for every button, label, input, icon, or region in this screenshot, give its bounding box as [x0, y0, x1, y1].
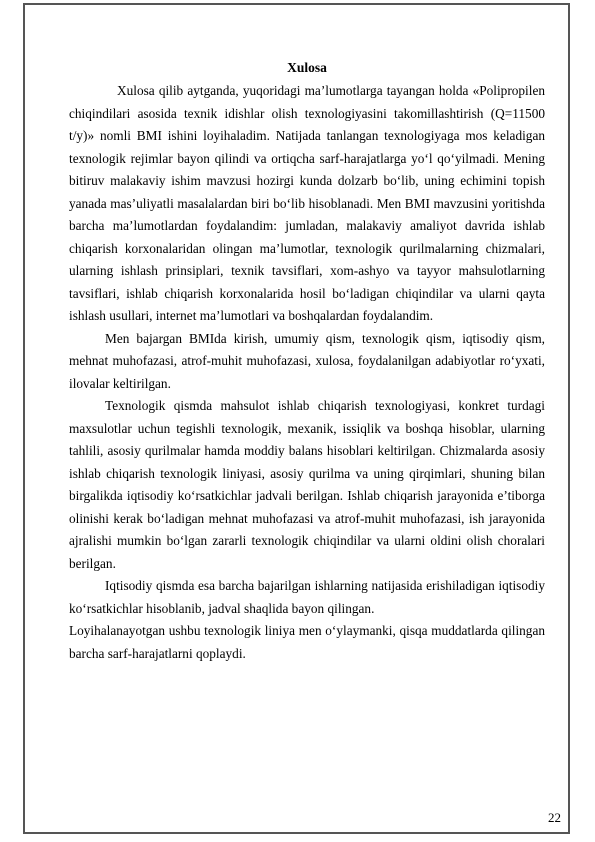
paragraph-conclusion: Xulosa qilib aytganda, yuqoridagi ma’lumotlarga tayangan holda «Polipropilen chiqindilari asosida texnik idishlar olish texnologiyasini takomillashtirish (Q=11500 t/y)» nomli BMI ishini loyihaladim. Natijada tanlangan texnologiyaga mos keladigan texnologik rejimlar bayon qilindi va ortiqcha sarf-harajatlarga yo‘l qo‘yilmadi. Mening bitiruv malakaviy ishim mavzusi hozirgi kunda dolzarb bo‘lib, uning echimini topish yanada mas’uliyatli masalalardan biri bo‘lib hisoblanadi. Men BMI mavzusini yoritishda barcha ma’lumotlardan foydalandim: jumladan, malakaviy amaliyot davrida ishlab chiqarish korxonalaridan olingan ma’lumotlar, texnologik qurilmalarning chizmalari, ularning ishlash prinsiplari, texnik tavsiflari, xom-ashyo va tayyor mahsulotlarning tavsiflari, ishlab chiqarish korxonalarida hosil bo‘ladigan chiqindilar va ularni qayta ishlash usullari, internet ma’lumotlari va boshqalardan foydalandim. — [69, 83, 545, 323]
document-body — [69, 58, 545, 665]
section-title: Xulosa — [287, 60, 327, 75]
paragraph-final: Loyihalanayotgan ushbu texnologik liniya men o‘ylaymanki, qisqa muddatlarda qilingan barcha sarf-harajatlarni qoplaydi. — [69, 623, 545, 661]
paragraph-technology: Texnologik qismda mahsulot ishlab chiqarish texnologiyasi, konkret turdagi maxsulotlar uchun tegishli texnologik, mexanik, issiqlik va boshqa hisoblar, ularning tahlili, asosiy qurilmalar hamda moddiy balans hisoblari keltirilgan. Chizmalarda asosiy ishlab chiqarish texnologik liniyasi, asosiy qurilma va uning qirqimlari, shuning bilan birgalikda iqtisodiy ko‘rsatkichlar jadvali berilgan. Ishlab chiqarish jarayonida e’tiborga olinishi kerak bo‘ladigan mehnat muhofazasi va atrof-muhit muhofazasi, ish jarayonida ajralishi mumkin bo‘lgan zararli texnologik chiqindilar va ularni oldini olish choralari berilgan. — [69, 398, 545, 571]
paragraph-economics: Iqtisodiy qismda esa barcha bajarilgan ishlarning natijasida erishiladigan iqtisodiy ko‘rsatkichlar hisoblanib, jadval shaqlida bayon qilingan. — [69, 578, 545, 616]
page-number: 22 — [548, 810, 561, 825]
paragraph-structure: Men bajargan BMIda kirish, umumiy qism, texnologik qism, iqtisodiy qism, mehnat muhofazasi, atrof-muhit muhofazasi, xulosa, foydalanilgan adabiyotlar ro‘yxati, ilovalar keltirilgan. — [69, 330, 545, 391]
